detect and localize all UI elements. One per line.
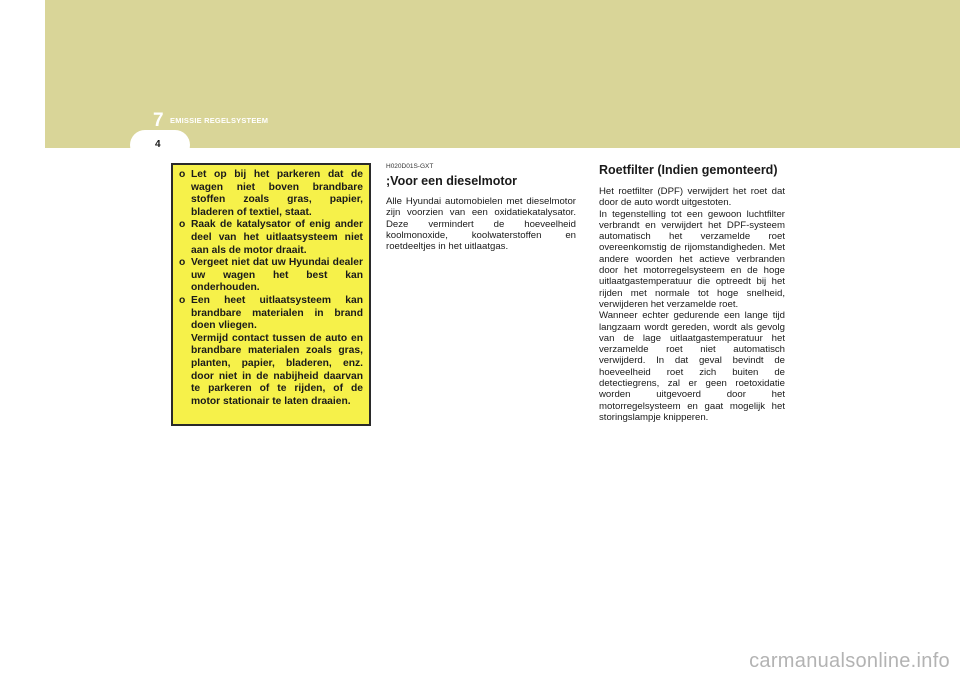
warning-text: Raak de katalysator of enig ander deel van het uitlaatsysteem niet aan als de motor draait. [191, 219, 363, 256]
paragraph: Het roetfilter (DPF) verwijdert het roet dat door de auto wordt uitgestoten. [599, 186, 785, 209]
warning-text: Vergeet niet dat uw Hyundai dealer uw wagen het best kan onderhouden. [191, 257, 363, 294]
header-band [45, 0, 960, 148]
section-code: H020D01S-GXT [386, 163, 434, 170]
soot-filter-body [599, 186, 785, 423]
warning-box [171, 163, 371, 426]
chapter-number: 7 [153, 110, 164, 131]
warning-item [179, 295, 363, 333]
diesel-heading: ;Voor een dieselmotor [386, 174, 518, 188]
chapter-title: EMISSIE REGELSYSTEEM [170, 116, 269, 125]
warning-item [179, 257, 363, 295]
warning-text: Let op bij het parkeren dat de wagen niet boven brandbare stoffen zoals gras, papier, bladeren of textiel, staat. [191, 169, 363, 218]
bullet: o [179, 219, 186, 231]
paragraph: In tegenstelling tot een gewoon luchtfilter verbrandt en verwijdert het DPF-systeem automatisch het verzamelde roet overeenkomstig de rijomstandigheden. Met andere woorden het actieve verbranden door het motorregelsysteem en de hoge uitlaatgastemperatuur die optreedt bij het rijden met normale tot hoge snelheid, verwijderen het verzamelde roet. [599, 208, 785, 310]
warning-item [179, 169, 363, 219]
bullet: o [179, 169, 186, 180]
bullet: o [179, 257, 186, 269]
paragraph: Wanneer echter gedurende een lange tijd langzaam wordt gereden, wordt als gevolg van de lage uitlaatgastemperatuur het verzamelde roet niet automatisch verwijderd. In dat geval bevindt de hoeveelheid roet zich buiten de detectiegrens, zal er geen roetoxidatie worden uitgevoerd door het motorregelsysteem en gaat mogelijk het storingslampje knipperen. [599, 310, 785, 423]
soot-filter-section [599, 163, 785, 423]
bullet: o [179, 294, 186, 306]
warning-item [179, 219, 363, 257]
warning-list [179, 169, 363, 408]
warning-text: Een heet uitlaatsysteem kan brandbare materialen in brand doen vliegen. [191, 294, 363, 332]
diesel-body: Alle Hyundai automobielen met dieselmotor zijn voorzien van een oxidatiekatalysator. Deze vermindert de hoeveelheid koolmonoxide, koolwaterstoffen en roetdeeltjes in het uitlaatgas. [386, 196, 576, 253]
page-number: 4 [155, 139, 161, 150]
warning-text: Vermijd contact tussen de auto en brandbare materialen zoals gras, planten, papier, bladeren, enz. door niet in de nabijheid daarvan te parkeren of te rijden, of de motor stationair te laten draaien. [191, 332, 363, 407]
warning-item [179, 333, 363, 409]
diesel-section [386, 163, 576, 252]
soot-filter-heading: Roetfilter (Indien gemonteerd) [599, 163, 778, 177]
watermark: carmanualsonline.info [749, 650, 950, 672]
